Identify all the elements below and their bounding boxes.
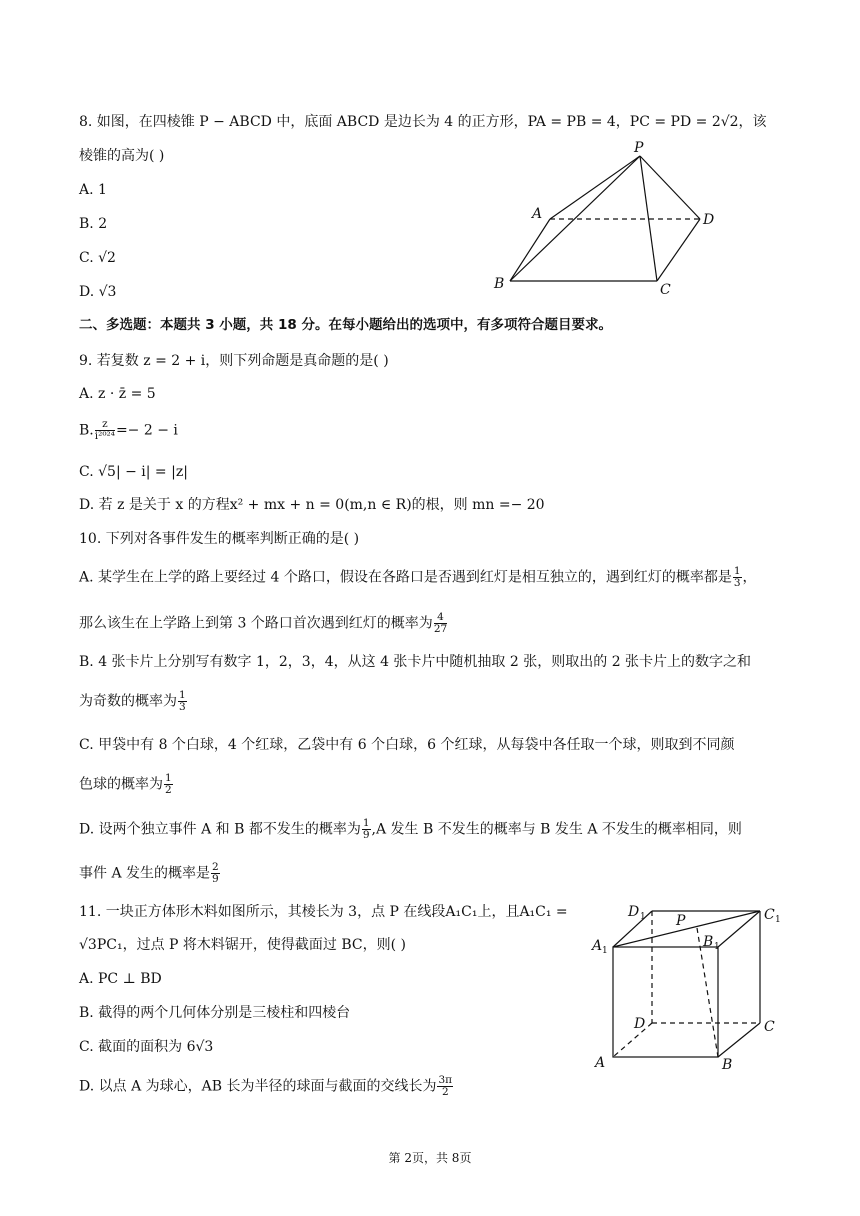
- cube-label-d: D: [634, 1016, 646, 1032]
- q8-option-d: D. √3: [79, 284, 117, 300]
- fraction-denominator: 9: [362, 829, 370, 841]
- q8-option-c: C. √2: [79, 250, 116, 266]
- pyramid-label-d: D: [703, 212, 715, 228]
- q10-option-d-fraction2: [211, 862, 220, 885]
- cube-label-a1: [590, 938, 608, 956]
- cube-figure: [590, 895, 790, 1080]
- svg-text:D: D: [628, 904, 640, 920]
- svg-text:1: 1: [602, 946, 608, 956]
- q11-stem-line1: 11. 一块正方体形木料如图所示，其棱长为 3，点 P 在线段A₁C₁上，且A₁C₁ =: [79, 904, 568, 920]
- cube-label-b1: [702, 934, 720, 952]
- q10-option-c-line1: C. 甲袋中有 8 个白球，4 个红球，乙袋中有 6 个白球，6 个红球，从每袋中各任取一个球，则取到不同颜: [79, 737, 735, 753]
- q10-option-c-text2: 色球的概率为: [79, 776, 163, 793]
- fraction-denominator: 3: [179, 701, 186, 713]
- q11-stem-line2: √3PC₁，过点 P 将木料锯开，使得截面过 BC，则( ): [79, 937, 406, 953]
- fraction-numerator: 1: [733, 565, 741, 577]
- section-heading-multiple-choice: 二、多选题：本题共 3 小题，共 18 分。在每小题给出的选项中，有多项符合题目要求。: [79, 317, 612, 333]
- fraction-numerator: 1: [179, 689, 186, 701]
- fraction-numerator: 3π: [438, 1074, 453, 1086]
- q10-option-c-line2: [79, 773, 174, 796]
- svg-text:C: C: [764, 907, 775, 923]
- q10-stem: 10. 下列对各事件发生的概率判断正确的是( ): [79, 531, 360, 547]
- q9-stem: 9. 若复数 z = 2 + i，则下列命题是真命题的是( ): [79, 353, 389, 369]
- q11-option-d-text: D. 以点 A 为球心，AB 长为半径的球面与截面的交线长为: [79, 1078, 437, 1095]
- fraction-denominator: 27: [433, 623, 448, 635]
- fraction-numerator: 2: [212, 861, 219, 873]
- fraction-denominator: 3: [733, 577, 741, 589]
- svg-text:1: 1: [640, 912, 646, 922]
- fraction-numerator: z: [95, 419, 115, 431]
- fraction-denominator: 2: [165, 784, 172, 796]
- q11-option-a: A. PC ⊥ BD: [79, 971, 162, 987]
- pyramid-label-c: C: [660, 282, 671, 298]
- q10-option-a-line1: [79, 566, 757, 589]
- q8-stem-line2: 棱锥的高为( ): [79, 148, 165, 164]
- q8-option-a: A. 1: [79, 182, 107, 198]
- q11-option-c: C. 截面的面积为 6√3: [79, 1039, 214, 1055]
- q9-option-b-fraction: [95, 419, 115, 442]
- cube-label-a: A: [595, 1055, 606, 1071]
- q9-option-c: C. √5| − i| = |z|: [79, 464, 188, 480]
- pyramid-label-b: B: [494, 276, 505, 292]
- q9-option-b-prefix: B.: [79, 422, 94, 439]
- q10-option-a-fraction2: [434, 612, 447, 635]
- q10-option-b-fraction: [178, 690, 187, 713]
- fraction-denominator: i²⁰²⁴: [94, 430, 115, 442]
- q10-option-d-text2: 事件 A 发生的概率是: [79, 865, 211, 882]
- cube-label-b: B: [722, 1057, 733, 1073]
- fraction-numerator: 1: [165, 772, 172, 784]
- q11-option-d-fraction: [437, 1075, 453, 1098]
- q10-option-d-fraction1: [362, 818, 371, 841]
- q10-option-a-text2: 那么该生在上学路上到第 3 个路口首次遇到红灯的概率为: [79, 615, 433, 632]
- pyramid-label-a: A: [532, 206, 543, 222]
- q9-option-a: A. z · z̄ = 5: [79, 386, 156, 402]
- page-footer: 第 2页，共 8页: [388, 1151, 472, 1165]
- fraction-denominator: 2: [441, 1086, 449, 1098]
- q10-option-d-text1: D. 设两个独立事件 A 和 B 都不发生的概率为: [79, 821, 361, 838]
- q10-option-b-line1: B. 4 张卡片上分别写有数字 1，2，3，4，从这 4 张卡片中随机抽取 2 张，则取出的 2 张卡片上的数字之和: [79, 654, 752, 670]
- svg-text:1: 1: [775, 915, 781, 925]
- q10-option-a-text: A. 某学生在上学的路上要经过 4 个路口，假设在各路口是否遇到红灯是相互独立的，遇到红灯的概率都是: [79, 569, 732, 586]
- q11-option-d: [79, 1075, 454, 1098]
- svg-text:1: 1: [714, 942, 720, 952]
- q10-option-a-punct: ，: [742, 569, 757, 586]
- q10-option-c-fraction: [164, 773, 173, 796]
- q9-option-d: D. 若 z 是关于 x 的方程x² + mx + n = 0(m,n ∈ R)的根，则 mn =− 20: [79, 497, 545, 513]
- pyramid-figure: [490, 138, 730, 298]
- cube-label-c1: [764, 907, 781, 925]
- q10-option-a-line2: [79, 612, 448, 635]
- svg-text:A: A: [592, 938, 603, 954]
- q8-option-b: B. 2: [79, 216, 108, 232]
- q10-option-d-text1b: ,A 发生 B 不发生的概率与 B 发生 A 不发生的概率相同，则: [371, 821, 742, 838]
- q8-stem-line1: 8. 如图，在四棱锥 P − ABCD 中，底面 ABCD 是边长为 4 的正方形，PA = PB = 4，PC = PD = 2√2，该: [79, 114, 767, 130]
- q9-option-b-suffix: =− 2 − i: [115, 422, 178, 439]
- cube-label-d1: [627, 904, 646, 922]
- fraction-numerator: 4: [434, 612, 447, 624]
- pyramid-label-p: P: [634, 140, 644, 156]
- q10-option-d-line1: [79, 818, 742, 841]
- q10-option-a-fraction1: [733, 566, 742, 589]
- svg-text:B: B: [703, 934, 714, 950]
- cube-label-c: C: [764, 1019, 775, 1035]
- fraction-denominator: 9: [212, 873, 219, 885]
- q10-option-b-line2: [79, 690, 188, 713]
- q11-option-b: B. 截得的两个几何体分别是三棱柱和四棱台: [79, 1005, 351, 1021]
- q9-option-b: [79, 419, 178, 442]
- q10-option-d-line2: [79, 862, 221, 885]
- fraction-numerator: 1: [362, 817, 370, 829]
- cube-label-p: P: [676, 913, 686, 929]
- q10-option-b-text2: 为奇数的概率为: [79, 693, 177, 710]
